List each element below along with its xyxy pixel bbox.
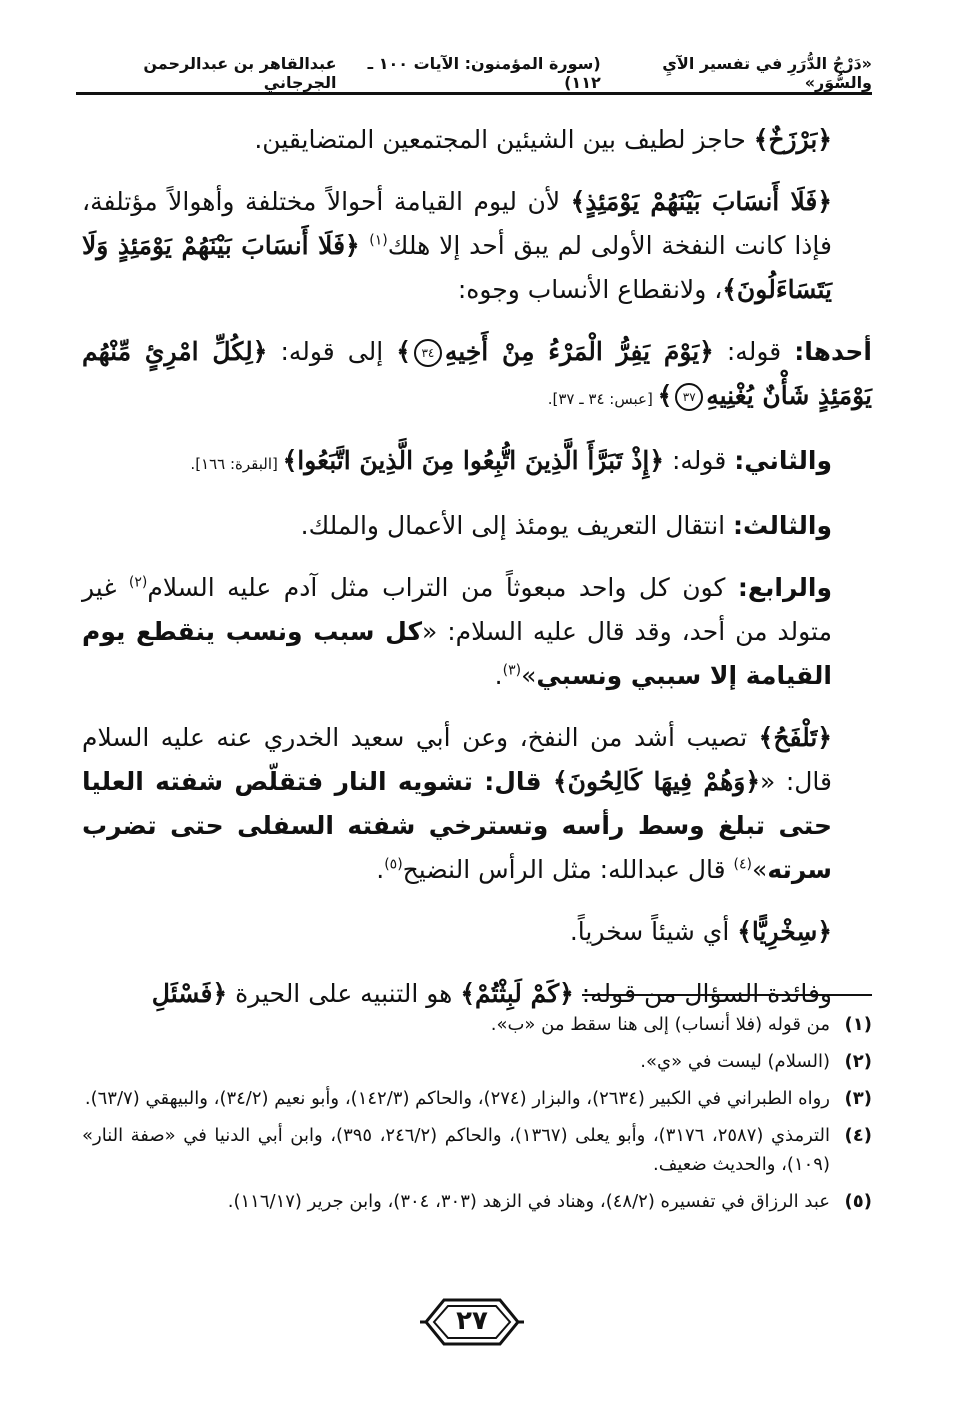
quran-quote-close: ﴾ bbox=[396, 337, 411, 366]
quran-quote: ﴿فَلَا أَنسَابَ بَيْنَهُمْ يَوْمَئِذٍ﴾ bbox=[570, 187, 832, 216]
quran-quote: ﴿فَسْئَلِ bbox=[151, 979, 228, 1008]
ayah-number-mark: ٣٧ bbox=[675, 383, 703, 411]
paragraph-talfahu bbox=[82, 716, 872, 892]
paragraph-fourth-reason bbox=[82, 566, 872, 698]
surah-reference: [البقرة: ١٦٦]. bbox=[190, 455, 283, 473]
book-title: «دَرْجُ الدُّرَرِ في تفسير الآيِ والسُّوَرِ» bbox=[662, 54, 872, 92]
hadith-quote: قال: تشويه النار فتقلّص شفته العليا حتى تبلغ وسط رأسه وتسترخي شفته السفلى حتى تضرب سرته bbox=[82, 767, 832, 884]
paragraph-text: » bbox=[521, 661, 537, 690]
main-text bbox=[82, 118, 872, 1034]
paragraph-text: كون كل واحد مبعوثاً من التراب مثل آدم عليه السلام bbox=[147, 573, 738, 602]
footnote-item bbox=[82, 1084, 872, 1113]
quran-quote: ﴿سِخْرِيًّا﴾ bbox=[737, 917, 832, 946]
quran-quote: ﴿بَرْزَخٌ﴾ bbox=[753, 125, 832, 154]
footnote-text: عبد الرزاق في تفسيره (٤٨/٢)، وهناد في الزهد (٣٠٣، ٣٠٤)، وابن جرير (١١٦/١٧). bbox=[227, 1191, 830, 1212]
paragraph-text: انتقال التعريف يومئذ إلى الأعمال والملك. bbox=[300, 511, 734, 540]
paragraph-barzakh bbox=[82, 118, 872, 162]
footnote-number: (٣) bbox=[844, 1088, 872, 1109]
enumeration-lead: والثالث: bbox=[733, 511, 832, 540]
paragraph-sikhriyya bbox=[82, 910, 872, 954]
quran-quote: ﴿لِكُلِّ امْرِئٍ مِّنْهُم يَوْمَئِذٍ شَأْنٌ يُغْنِيهِ bbox=[82, 337, 872, 410]
paragraph-ansab bbox=[82, 180, 872, 312]
footnote-item bbox=[82, 1187, 872, 1216]
surah-reference: [عبس: ٣٤ ـ ٣٧]. bbox=[547, 390, 658, 408]
footnote-ref-4[interactable]: (٤) bbox=[733, 856, 753, 873]
paragraph-text: قوله: bbox=[713, 337, 795, 366]
quran-quote: ﴿يَوْمَ يَفِرُّ الْمَرْءُ مِنْ أَخِيهِ bbox=[444, 337, 714, 366]
footnote-item bbox=[82, 1010, 872, 1039]
paragraph-text: ، ولانقطاع الأنساب وجوه: bbox=[457, 275, 723, 304]
footnote-text: رواه الطبراني في الكبير (٢٦٣٤)، والبزار (٢٧٤)، والحاكم (١٤٢/٣)، وأبو نعيم (٣٤/٢)، والبيهقي (٦٣/٧). bbox=[84, 1088, 830, 1109]
footnote-item bbox=[82, 1047, 872, 1076]
quran-quote: ﴿فَلَا أَنسَابَ بَيْنَهُمْ يَوْمَئِذٍ وَلَا يَتَسَاءَلُونَ﴾ bbox=[82, 231, 832, 304]
running-head bbox=[76, 54, 872, 92]
footnote-rule bbox=[582, 994, 872, 996]
footnote-ref-3[interactable]: (٣) bbox=[502, 662, 522, 679]
paragraph-text: » bbox=[752, 855, 768, 884]
header-rule bbox=[76, 92, 872, 95]
footnote-number: (٢) bbox=[844, 1051, 872, 1072]
paragraph-text: تصيب أشد من النفخ، وعن أبي سعيد الخدري عنه عليه السلام قال: « bbox=[82, 723, 832, 796]
footnote-text: من قوله (فلا أنساب) إلى هنا سقط من «ب». bbox=[490, 1014, 830, 1035]
paragraph-text: حاجز لطيف بين الشيئين المجتمعين المتضايقين. bbox=[254, 125, 754, 154]
ayah-number-mark: ٣٤ bbox=[414, 339, 442, 367]
enumeration-lead: أحدها: bbox=[794, 337, 872, 366]
paragraph-text: . bbox=[376, 855, 385, 884]
footnotes bbox=[82, 1010, 872, 1224]
chapter-heading: (سورة المؤمنون: الآيات ١٠٠ ـ ١١٢) bbox=[367, 54, 601, 92]
paragraph-text: لأن ليوم القيامة أحوالاً مختلفة وأهوالاً مؤتلفة، فإذا كانت النفخة الأولى لم يبق أحد إلا هلك bbox=[82, 187, 832, 260]
quran-quote: ﴿وَهُمْ فِيهَا كَالِحُونَ﴾ bbox=[552, 767, 760, 796]
paragraph-text: . bbox=[494, 661, 503, 690]
paragraph-text: إلى قوله: bbox=[267, 337, 397, 366]
quran-quote: ﴿كَمْ لَبِثْتُمْ﴾ bbox=[460, 979, 574, 1008]
paragraph-text: وفائدة السؤال من قوله: bbox=[573, 979, 832, 1008]
footnote-ref-1[interactable]: (١) bbox=[369, 232, 388, 249]
author-name: عبدالقاهر بن عبدالرحمن الجرجاني bbox=[143, 54, 337, 92]
enumeration-lead: والرابع: bbox=[737, 573, 833, 602]
footnote-number: (٤) bbox=[844, 1125, 872, 1146]
footnote-number: (١) bbox=[844, 1014, 872, 1035]
page-number-ornament bbox=[418, 1294, 526, 1350]
page-number: ٢٧ bbox=[456, 1306, 488, 1336]
footnote-item bbox=[82, 1121, 872, 1179]
footnote-text: الترمذي (٢٥٨٧، ٣١٧٦)، وأبو يعلى (١٣٦٧)، والحاكم (٢٤٦/٢، ٣٩٥)، وابن أبي الدنيا في «صفة النار» (١٠٩)، والحديث ضعيف. bbox=[82, 1125, 830, 1175]
enumeration-lead: والثاني: bbox=[734, 446, 832, 475]
paragraph-third-reason bbox=[82, 504, 872, 548]
footnote-ref-5[interactable]: (٥) bbox=[384, 856, 403, 873]
paragraph-text: غير متولد من أحد، وقد قال عليه السلام: « bbox=[82, 573, 832, 646]
footnote-number: (٥) bbox=[844, 1191, 872, 1212]
quran-quote: ﴿إِذْ تَبَرَّأَ الَّذِينَ اتُّبِعُوا مِنَ الَّذِينَ اتَّبَعُوا﴾ bbox=[282, 446, 665, 475]
hadith-quote: كل سبب ونسب ينقطع يوم القيامة إلا سببي ونسبي bbox=[82, 617, 832, 690]
footnote-text: (السلام) ليست في «ي». bbox=[640, 1051, 830, 1072]
paragraph-second-reason bbox=[82, 439, 872, 486]
paragraph-text: أي شيئاً سخرياً. bbox=[569, 917, 738, 946]
paragraph-text: قال عبدالله: مثل الرأس النضيح bbox=[402, 855, 734, 884]
paragraph-first-reason bbox=[82, 330, 872, 421]
quran-quote-close: ﴾ bbox=[657, 381, 673, 410]
footnote-ref-2[interactable]: (٢) bbox=[128, 574, 148, 591]
paragraph-text: هو التنبيه على الحيرة bbox=[227, 979, 461, 1008]
paragraph-text: قوله: bbox=[664, 446, 735, 475]
quran-quote: ﴿تَلْفَحُ﴾ bbox=[758, 723, 832, 752]
